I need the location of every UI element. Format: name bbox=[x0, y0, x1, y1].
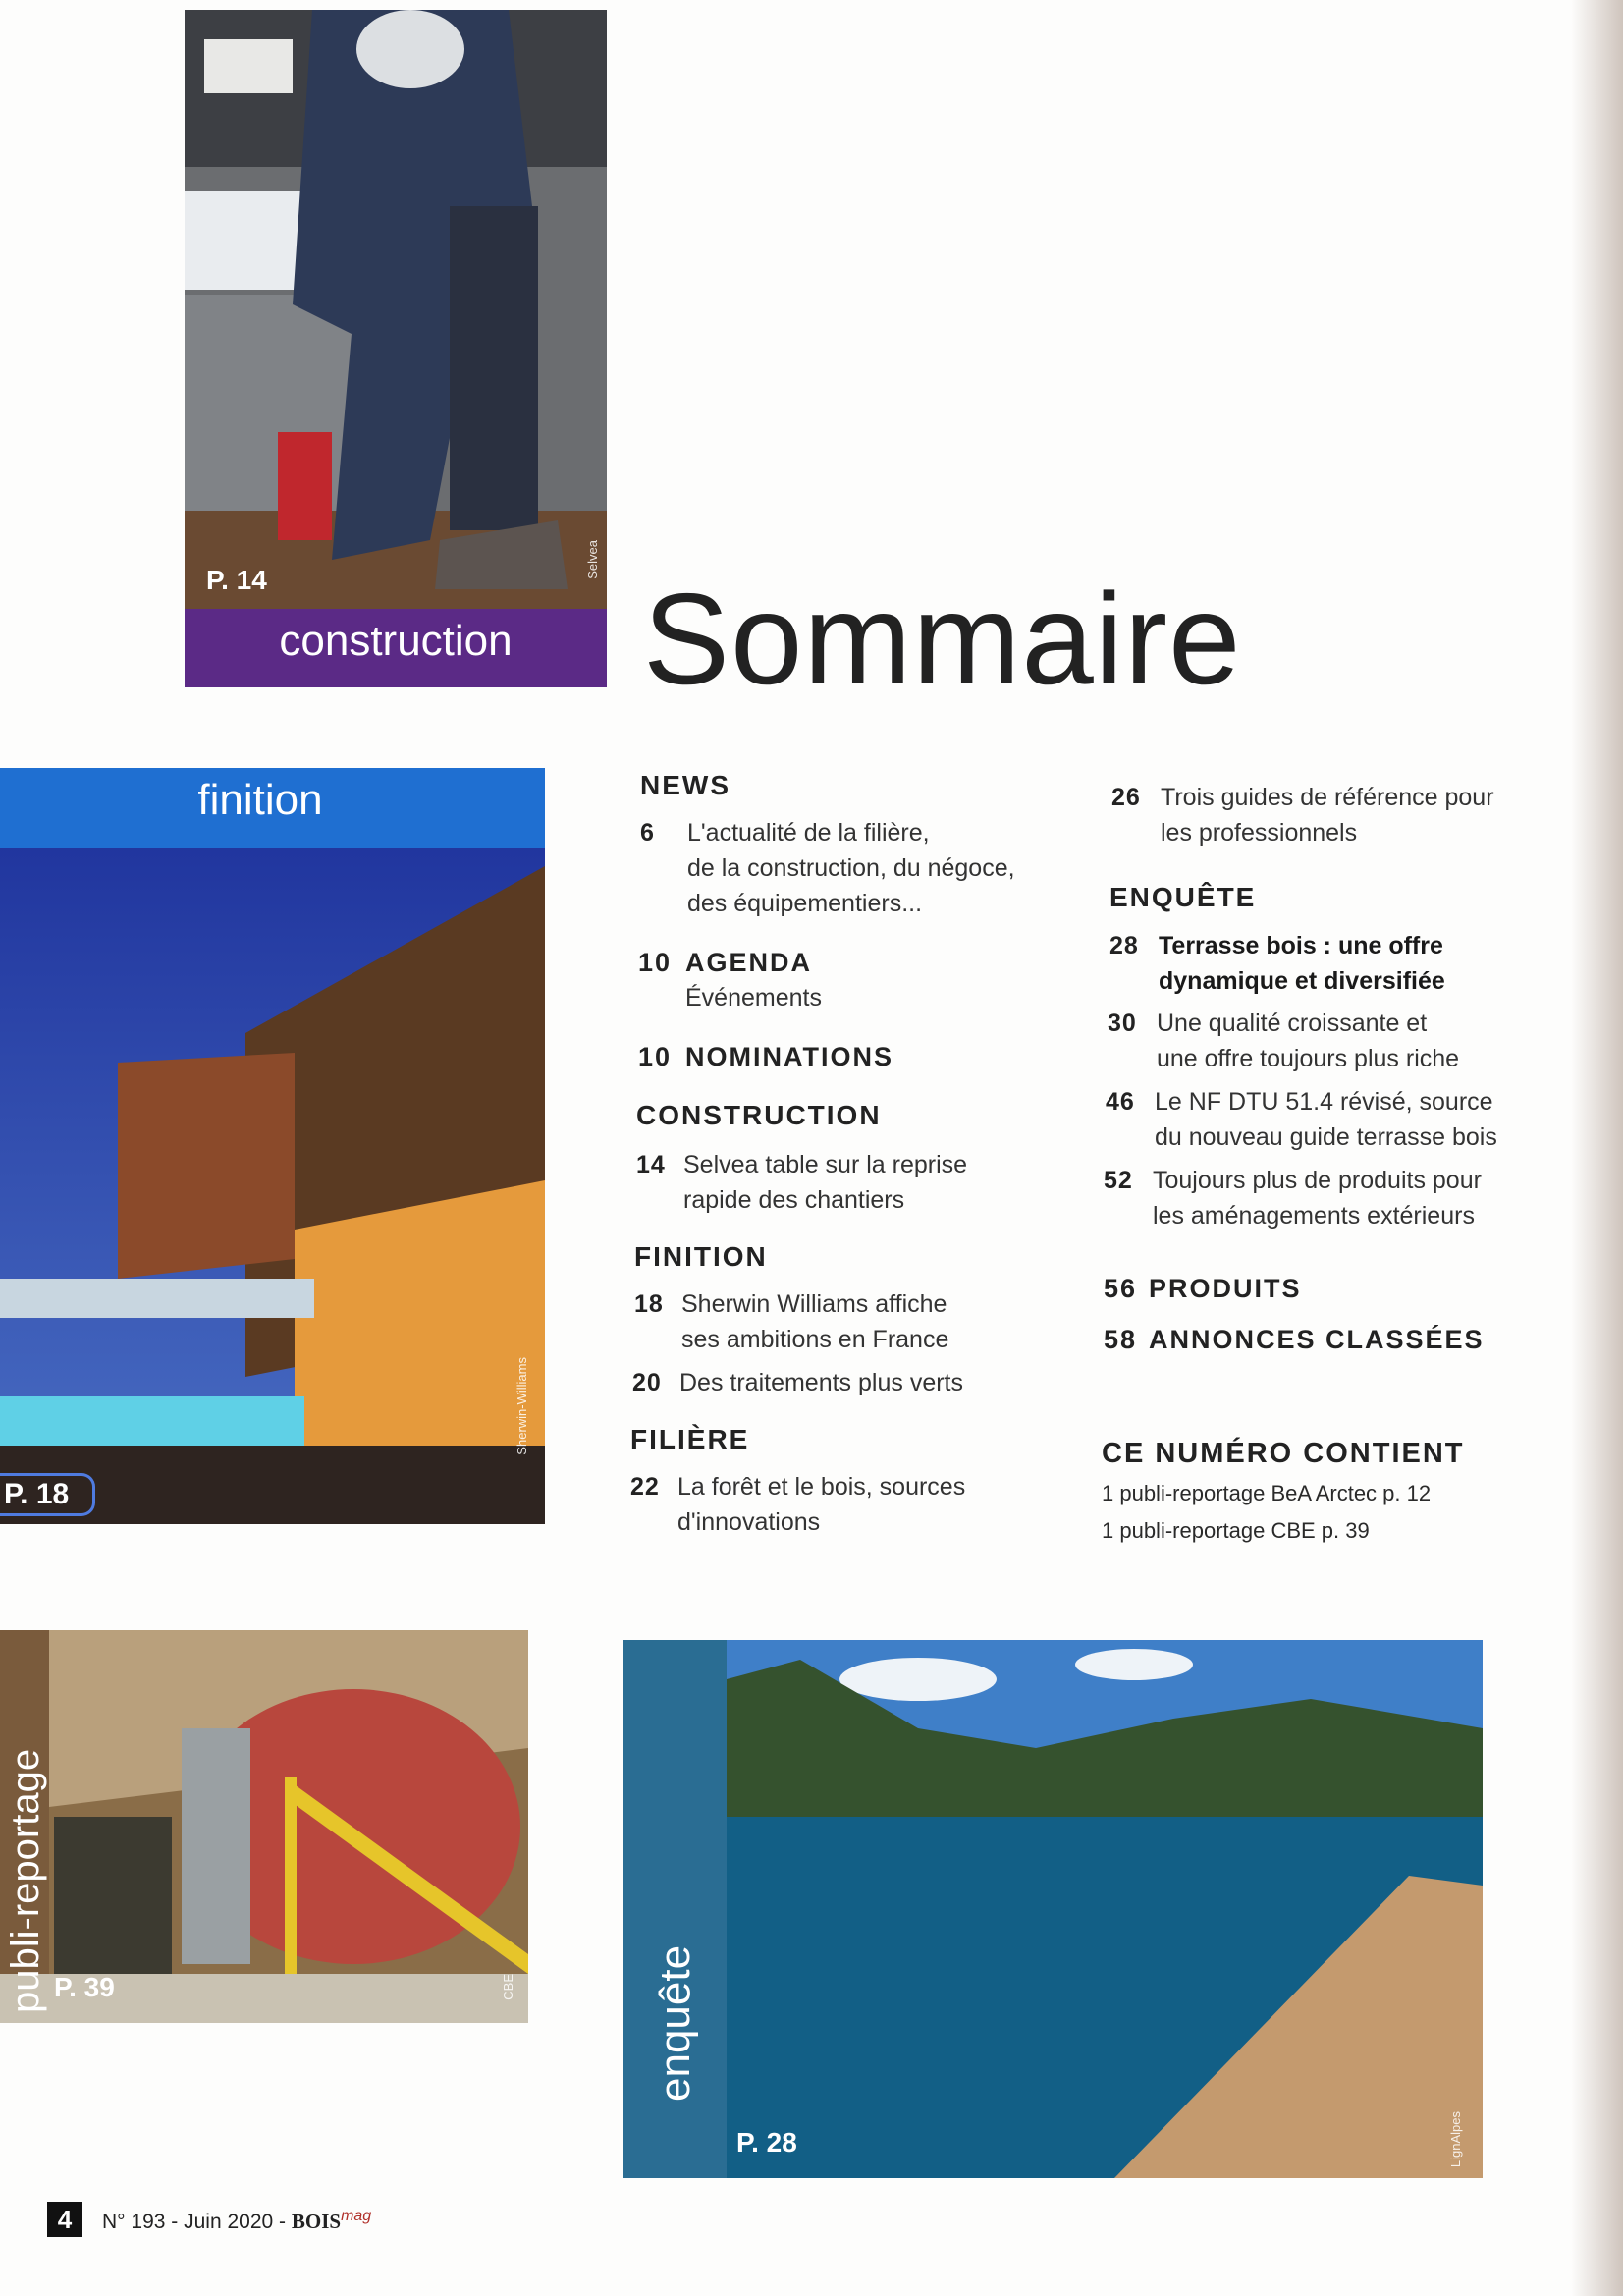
toc-line: des équipementiers... bbox=[687, 890, 923, 917]
toc-heading-construction: CONSTRUCTION bbox=[636, 1100, 882, 1130]
toc-entry[interactable] bbox=[634, 1286, 1047, 1357]
toc-entry[interactable] bbox=[630, 1469, 1043, 1540]
toc-line: Sherwin Williams affiche bbox=[681, 1290, 947, 1318]
finition-label: finition bbox=[197, 776, 323, 824]
toc-line: dynamique et diversifiée bbox=[1159, 967, 1445, 995]
toc-line: Terrasse bois : une offre bbox=[1159, 932, 1443, 959]
toc-entry-title: NOMINATIONS bbox=[685, 1042, 893, 1071]
construction-photo bbox=[185, 10, 607, 687]
enquete-page-tag: P. 28 bbox=[736, 2127, 797, 2158]
toc-entry-title: PRODUITS bbox=[1149, 1274, 1302, 1303]
toc-heading-filiere: FILIÈRE bbox=[630, 1424, 750, 1454]
construction-page-tag: P. 14 bbox=[206, 565, 267, 595]
toc-entry-sub: Événements bbox=[685, 984, 822, 1011]
enquete-label: enquête bbox=[651, 1944, 699, 2102]
toc-entry-text bbox=[1157, 1006, 1459, 1076]
toc-entry-page: 26 bbox=[1111, 784, 1141, 811]
toc-entry-page: 10 bbox=[638, 948, 673, 977]
page-number: 4 bbox=[47, 2202, 82, 2237]
toc-line: Des traitements plus verts bbox=[679, 1369, 963, 1396]
toc-heading-finition: FINITION bbox=[634, 1241, 768, 1272]
finition-credit: Sherwin-Williams bbox=[514, 1357, 529, 1455]
toc-entry-page: 46 bbox=[1106, 1088, 1135, 1116]
toc-entry[interactable] bbox=[1106, 1084, 1547, 1155]
toc-entry-page: 56 bbox=[1104, 1274, 1138, 1303]
construction-label: construction bbox=[279, 617, 513, 665]
toc-line: les aménagements extérieurs bbox=[1153, 1202, 1475, 1230]
toc-entry-agenda[interactable] bbox=[638, 945, 1031, 1015]
toc-entry[interactable] bbox=[1108, 1006, 1540, 1076]
toc-line: de la construction, du négoce, bbox=[687, 854, 1015, 882]
toc-line: Toujours plus de produits pour bbox=[1153, 1167, 1482, 1194]
publi-reportage-photo bbox=[0, 1630, 528, 2023]
contient-line: 1 publi-reportage CBE p. 39 bbox=[1102, 1518, 1370, 1543]
toc-entry[interactable] bbox=[1109, 928, 1542, 999]
contient-list bbox=[1102, 1475, 1431, 1550]
industrial-machine-image bbox=[0, 1630, 528, 2023]
toc-entry-page: 28 bbox=[1109, 932, 1139, 959]
construction-credit: Selvea bbox=[585, 540, 600, 579]
toc-line: Une qualité croissante et bbox=[1157, 1010, 1428, 1037]
toc-entry-page: 6 bbox=[640, 819, 655, 847]
issue-info bbox=[102, 2208, 371, 2234]
enquete-credit: LignAlpes bbox=[1448, 2111, 1463, 2168]
toc-entry-text bbox=[681, 1286, 948, 1357]
toc-entry-text bbox=[1161, 780, 1494, 850]
toc-heading-enquete: ENQUÊTE bbox=[1109, 882, 1257, 912]
toc-entry[interactable] bbox=[1104, 1163, 1545, 1233]
toc-entry[interactable] bbox=[632, 1365, 1045, 1400]
toc-entry-page: 52 bbox=[1104, 1167, 1133, 1194]
toc-line: d'innovations bbox=[677, 1508, 821, 1536]
toc-entry[interactable] bbox=[640, 815, 1053, 923]
toc-line: Le NF DTU 51.4 révisé, source bbox=[1155, 1088, 1493, 1116]
toc-entry-text bbox=[687, 815, 1015, 921]
toc-line: du nouveau guide terrasse bois bbox=[1155, 1123, 1497, 1151]
toc-heading-news: NEWS bbox=[640, 770, 730, 800]
toc-entry-page: 22 bbox=[630, 1473, 660, 1501]
page-edge-shadow bbox=[1571, 0, 1623, 2296]
toc-line: Trois guides de référence pour bbox=[1161, 784, 1494, 811]
toc-entry-page: 14 bbox=[636, 1151, 666, 1178]
toc-entry-produits[interactable] bbox=[1104, 1271, 1536, 1306]
enquete-photo bbox=[623, 1640, 1483, 2178]
brand-logo: BOIS bbox=[291, 2210, 342, 2233]
finition-page-tag: P. 18 bbox=[0, 1473, 95, 1516]
toc-line: La forêt et le bois, sources bbox=[677, 1473, 966, 1501]
brand-suffix: mag bbox=[341, 2208, 372, 2224]
toc-line: Selvea table sur la reprise bbox=[683, 1151, 968, 1178]
toc-entry-nominations[interactable] bbox=[638, 1039, 1031, 1074]
toc-entry-page: 58 bbox=[1104, 1325, 1138, 1354]
page-title: Sommaire bbox=[643, 567, 1242, 711]
publi-reportage-page-tag: P. 39 bbox=[54, 1972, 115, 2002]
toc-entry-text bbox=[1155, 1084, 1497, 1155]
toc-entry[interactable] bbox=[1111, 780, 1543, 850]
house-facade-image bbox=[0, 768, 545, 1524]
contient-heading: CE NUMÉRO CONTIENT bbox=[1102, 1438, 1465, 1469]
toc-line: rapide des chantiers bbox=[683, 1186, 905, 1214]
toc-entry-text bbox=[679, 1365, 963, 1400]
toc-entry-text bbox=[677, 1469, 965, 1540]
publi-reportage-credit: CBE bbox=[501, 1974, 515, 2000]
finition-photo bbox=[0, 768, 545, 1524]
toc-line: ses ambitions en France bbox=[681, 1326, 949, 1353]
toc-entry-text bbox=[1159, 928, 1445, 999]
toc-entry-text bbox=[1153, 1163, 1482, 1233]
toc-entry-title: AGENDA bbox=[685, 948, 813, 977]
lake-deck-image bbox=[623, 1640, 1483, 2178]
contient-line: 1 publi-reportage BeA Arctec p. 12 bbox=[1102, 1481, 1432, 1505]
toc-entry-page: 10 bbox=[638, 1042, 673, 1071]
toc-line: une offre toujours plus riche bbox=[1157, 1045, 1460, 1072]
toc-entry-page: 18 bbox=[634, 1290, 664, 1318]
toc-entry-title: ANNONCES CLASSÉES bbox=[1149, 1325, 1485, 1354]
publi-reportage-label: publi-reportage bbox=[4, 1748, 47, 2013]
toc-entry-page: 30 bbox=[1108, 1010, 1137, 1037]
toc-entry-text bbox=[683, 1147, 967, 1218]
toc-entry-annonces[interactable] bbox=[1104, 1322, 1536, 1357]
issue-text: N° 193 - Juin 2020 - bbox=[102, 2211, 287, 2233]
toc-entry-page: 20 bbox=[632, 1369, 662, 1396]
toc-line: les professionnels bbox=[1161, 819, 1358, 847]
toc-entry[interactable] bbox=[636, 1147, 1049, 1218]
toc-line: L'actualité de la filière, bbox=[687, 819, 930, 847]
